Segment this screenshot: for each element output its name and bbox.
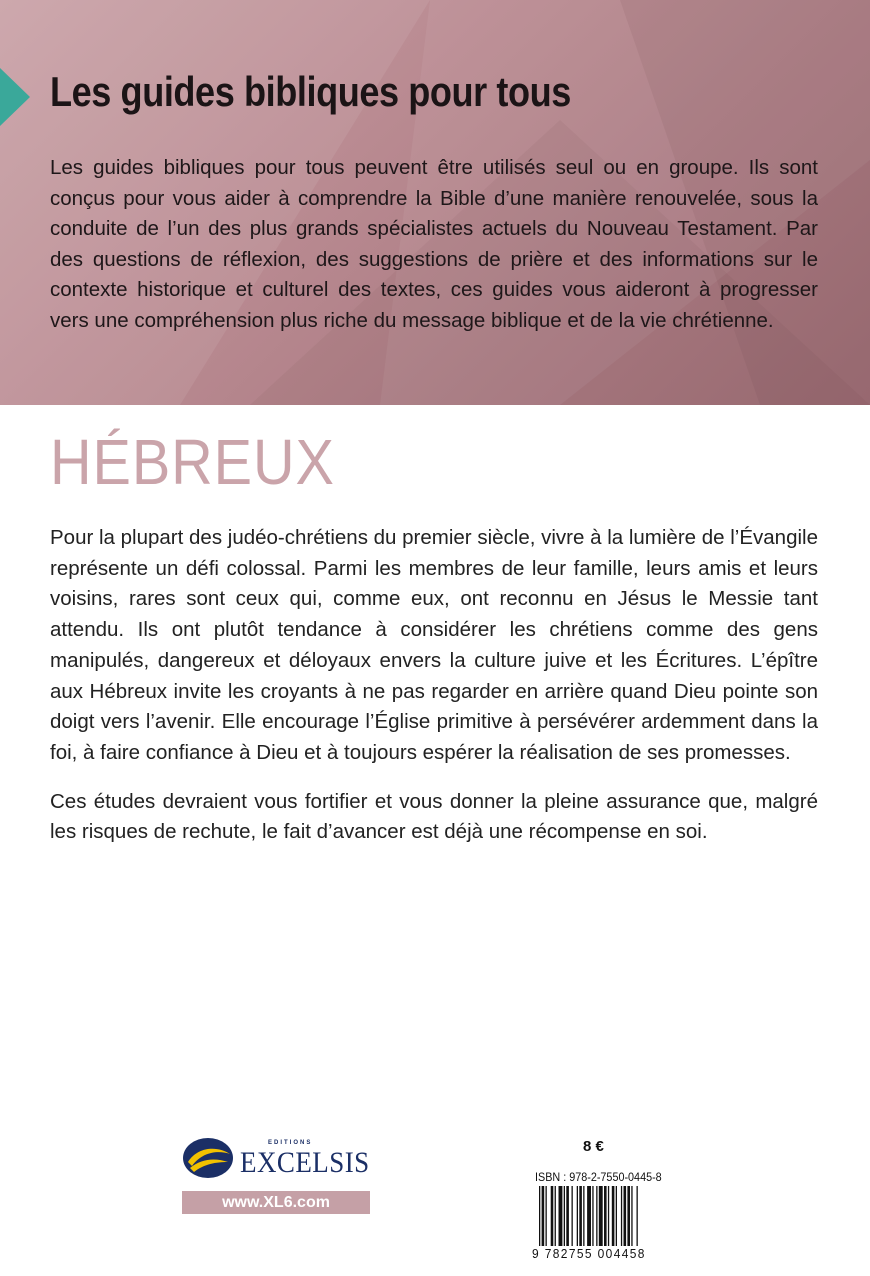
series-intro: Les guides bibliques pour tous peuvent être utilisés seul ou en groupe. Ils sont conçus pour vous aider à comprendre la Bible d’une manière renouvelée, sous la conduite de l’un des plus grands spécialistes actuels du Nouveau Testament. Par des questions de réflexion, des suggestions de prière et des informations sur le contexte historique et culturel des textes, ces guides vous aideront à progresser vers une compréhension plus riche du message biblique et de la vie chrétienne. (50, 156, 818, 332)
series-banner (0, 0, 870, 405)
description-paragraph: Ces études devraient vous fortifier et vous donner la pleine assurance que, malgré les risques de rechute, le fait d’avancer est déjà une récompense en soi. (50, 789, 818, 844)
publisher-name: EXCELSIS (240, 1146, 370, 1179)
publisher-swirl-icon (182, 1136, 234, 1180)
teal-arrow-icon (0, 68, 30, 126)
price: 8 € (583, 1138, 604, 1155)
barcode-digits: 9 782755 004458 (532, 1246, 646, 1261)
book-description (50, 523, 818, 866)
description-paragraph: Pour la plupart des judéo-chrétiens du premier siècle, vivre à la lumière de l’Évangile représente un défi colossal. Parmi les membres de leur famille, leurs amis et leurs voisins, rares sont ceux qui, comme eux, ont reconnu en Jésus le Messie tant attendu. Ils ont plutôt tendance à considérer les chrétiens comme des gens manipulés, dangereux et déloyaux envers la culture juive et les Écritures. L’épître aux Hébreux invite les croyants à ne pas regarder en arrière quand Dieu pointe son doigt vers l’avenir. Elle encourage l’Église primitive à persévérer ardemment dans la foi, à faire confiance à Dieu et à toujours espérer la réalisation de ses promesses. (50, 526, 818, 764)
book-title: HÉBREUX (50, 426, 335, 498)
barcode (537, 1186, 687, 1246)
isbn-label: ISBN : 978-2-7550-0445-8 (535, 1170, 662, 1184)
publisher-url: www.XL6.com (182, 1191, 370, 1214)
series-title: Les guides bibliques pour tous (50, 68, 571, 115)
publisher-editions-label: EDITIONS (268, 1140, 313, 1146)
